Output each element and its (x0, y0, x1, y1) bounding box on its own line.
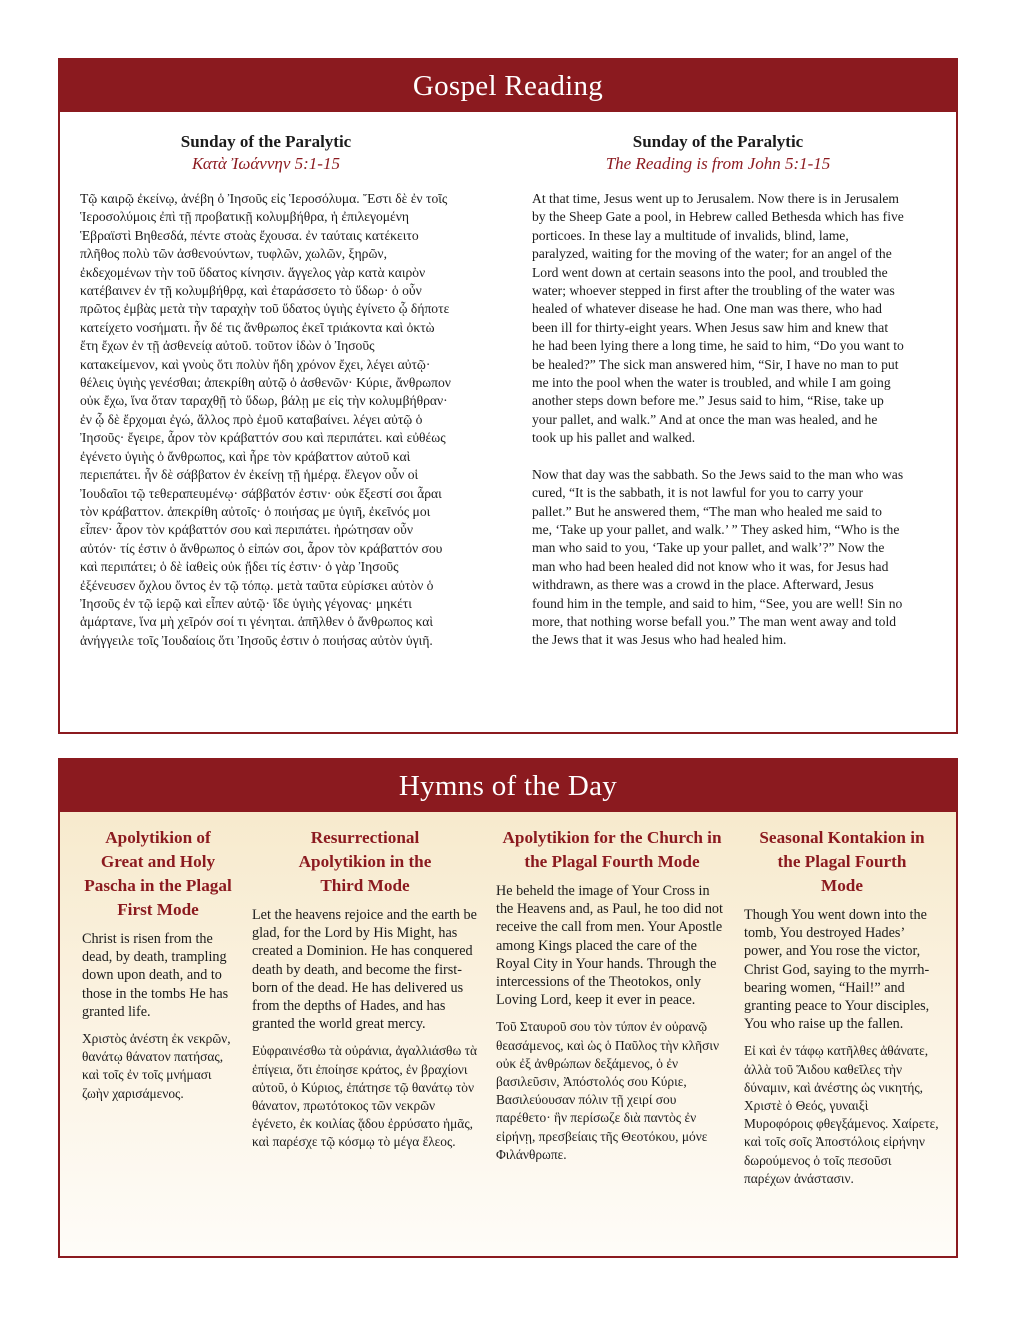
hymn-english-text: Let the heavens rejoice and the earth be glad, for the Lord by His Might, has created a Dominion. He has conquered death by death, and become the first-born of the dead. He has delivered us from the depths of Hades, and has granted the world great mercy. (252, 907, 477, 1033)
hymns-section (58, 758, 958, 1258)
hymn-title: Apolytikion for the Church in the Plagal Fourth Mode (502, 828, 722, 871)
hymn-column-pascha-apolytikion (82, 826, 234, 1112)
english-reading-text (532, 190, 904, 650)
english-reading-title: Sunday of the Paralytic (632, 132, 804, 151)
greek-reading-paragraph: Τῷ καιρῷ ἐκείνῳ, ἀνέβη ὁ Ἰησοῦς εἰς Ἱεροσόλυμα. Ἔστι δὲ ἐν τοῖς Ἱεροσολύμοις ἐπὶ τῇ προβατικῇ κολυμβήθρα, ἡ ἐπιλεγομένη Ἑβραϊστὶ Βηθεσδά, πέντε στοὰς ἔχουσα. ἐν ταύταις κατέκειτο πλῆθος πολὺ τῶν ἀσθενούντων, τυφλῶν, χωλῶν, ξηρῶν, ἐκδεχομένων τὴν τοῦ ὕδατος κίνησιν. ἄγγελος γὰρ κατὰ καιρὸν κατέβαινεν ἐν τῇ κολυμβήθρᾳ, καὶ ἐταράσσετο τὸ ὕδωρ· ὁ οὖν πρῶτος ἐμβὰς μετὰ τὴν ταραχὴν τοῦ ὕδατος ὑγιὴς ἐγίνετο ᾧ δήποτε κατείχετο νοσήματι. ἦν δέ τις ἄνθρωπος ἐκεῖ τριάκοντα καὶ ὀκτὼ ἔτη ἔχων ἐν τῇ ἀσθενείᾳ αὐτοῦ. τοῦτον ἰδὼν ὁ Ἰησοῦς κατακείμενον, καὶ γνοὺς ὅτι πολὺν ἤδη χρόνον ἔχει, λέγει αὐτῷ· θέλεις ὑγιὴς γενέσθαι; ἀπεκρίθη αὐτῷ ὁ ἀσθενῶν· Κύριε, ἄνθρωπον οὐκ ἔχω, ἵνα ὅταν ταραχθῇ τὸ ὕδωρ, βάλῃ με εἰς τὴν κολυμβήθραν· ἐν ᾧ δὲ ἔρχομαι ἐγώ, ἄλλος πρὸ ἐμοῦ καταβαίνει. λέγει αὐτῷ ὁ Ἰησοῦς· ἔγειρε, ἆρον τὸν κράβαττόν σου καὶ περιπάτει. καὶ εὐθέως ἐγένετο ὑγιὴς ὁ ἄνθρωπος, καὶ ἦρε τὸν κράβαττον αὐτοῦ καὶ περιεπάτει. ἦν δὲ σάββατον ἐν ἐκείνῃ τῇ ἡμέρᾳ. ἔλεγον οὖν οἱ Ἰουδαῖοι τῷ τεθεραπευμένῳ· σάββατόν ἐστιν· οὐκ ἔξεστί σοι ἆραι τὸν κράβαττον. ἀπεκρίθη αὐτοῖς· ὁ ποιήσας με ὑγιῆ, ἐκεῖνός μοι εἶπεν· ἆρον τὸν κράβαττόν σου καὶ περιπάτει. ἠρώτησαν οὖν αὐτόν· τίς ἐστιν ὁ ἄνθρωπος ὁ εἰπών σοι, ἆρον τὸν κράβαττόν σου καὶ περιπάτει; ὁ δὲ ἰαθεὶς οὐκ ᾔδει τίς ἐστιν· ὁ γὰρ Ἰησοῦς ἐξένευσεν ὄχλου ὄντος ἐν τῷ τόπῳ. μετὰ ταῦτα εὑρίσκει αὐτὸν ὁ Ἰησοῦς ἐν τῷ ἱερῷ καὶ εἶπεν αὐτῷ· ἴδε ὑγιὴς γέγονας· μηκέτι ἁμάρτανε, ἵνα μὴ χεῖρόν σοί τι γένηται. ἀπῆλθεν ὁ ἄνθρωπος καὶ ἀνήγγειλε τοῖς Ἰουδαίοις ὅτι Ἰησοῦς ἐστιν ὁ ποιήσας αὐτὸν ὑγιῆ. (80, 191, 451, 648)
hymn-title: Resurrectional Apolytikion in the Third Mode (298, 828, 432, 895)
hymn-greek-text: Εἰ καὶ ἐν τάφῳ κατῆλθες ἀθάνατε, ἀλλὰ τοῦ Ἅιδου καθεῖλες τὴν δύναμιν, καὶ ἀνέστης ὡς νικητής, Χριστὲ ὁ Θεός, γυναιξὶ Μυροφόροις φθεγξάμενος. Χαίρετε, καὶ τοῖς σοῖς Ἀποστόλοις εἰρήνην δωρούμενος ὁ τοῖς πεσοῦσι παρέχων ἀνάστασιν. (744, 1043, 939, 1186)
hymns-banner: Hymns of the Day (60, 760, 956, 812)
hymn-title: Apolytikion of Great and Holy Pascha in the Plagal First Mode (84, 828, 232, 919)
hymn-title: Seasonal Kontakion in the Plagal Fourth Mode (759, 828, 925, 895)
hymn-column-resurrectional-apolytikion (252, 826, 478, 1161)
english-reading-paragraph-2: Now that day was the sabbath. So the Jews said to the man who was cured, “It is the sabbath, it is not lawful for you to carry your pallet.” But he answered them, “The man who healed me said to me, ‘Take up your pallet, and walk.’ ” They asked him, “Who is the man who said to you, ‘Take up your pallet, and walk’?” Now the man who had been healed did not know who it was, for Jesus had withdrawn, as there was a crowd in the place. Afterward, Jesus found him in the temple, and said to him, “See, you are well! Sin no more, that nothing worse befall you.” The man went away and told the Jews that it was Jesus who had healed him. (532, 466, 904, 648)
hymn-english-text: Christ is risen from the dead, by death, trampling down upon death, and to those in the tombs He has granted life. (82, 931, 229, 1020)
greek-reading-reference: Κατὰ Ἰωάννην 5:1-15 (192, 154, 340, 173)
hymn-greek-text: Εὐφραινέσθω τὰ οὐράνια, ἀγαλλιάσθω τὰ ἐπίγεια, ὅτι ἐποίησε κράτος, ἐν βραχίονι αὐτοῦ, ὁ Κύριος, ἐπάτησε τῷ θανάτῳ τὸν θάνατον, πρωτότοκος τῶν νεκρῶν ἐγένετο, ἐκ κοιλίας ᾅδου ἐρρύσατο ἡμᾶς, καὶ παρέσχε τῷ κόσμῳ τὸ μέγα ἔλεος. (252, 1043, 478, 1150)
hymn-body (252, 906, 478, 1152)
hymn-greek-text: Τοῦ Σταυροῦ σου τὸν τύπον ἐν οὐρανῷ θεασάμενος, καὶ ὡς ὁ Παῦλος τὴν κλῆσιν οὐκ ἐξ ἀνθρώπων δεξάμενος, ὁ ἐν βασιλεῦσιν, Ἀπόστολός σου Κύριε, Βασιλεύουσαν πόλιν τῇ χειρί σου παρέθετο· ἣν περίσωζε διὰ παντὸς ἐν εἰρήνῃ, πρεσβείαις τῆς Θεοτόκου, μόνε Φιλάνθρωπε. (496, 1019, 719, 1162)
hymn-english-text: Though You went down into the tomb, You destroyed Hades’ power, and You rose the victor, Christ God, saying to the myrrh-bearing women, “Hail!” and granting peace to Your disciples, You who raise up the fallen. (744, 907, 930, 1033)
hymn-body (496, 882, 728, 1164)
hymn-body (82, 930, 234, 1103)
greek-reading-title: Sunday of the Paralytic (180, 132, 352, 151)
hymn-greek-text: Χριστὸς ἀνέστη ἐκ νεκρῶν, θανάτῳ θάνατον πατήσας, καὶ τοῖς ἐν τοῖς μνήμασι ζωὴν χαρισάμενος. (82, 1031, 231, 1101)
english-reading-paragraph-1: At that time, Jesus went up to Jerusalem. Now there is in Jerusalem by the Sheep Gate a pool, in Hebrew called Bethesda which has five porticoes. In these lay a multitude of invalids, blind, lame, paralyzed, waiting for the moving of the water; for an angel of the Lord went down at certain seasons into the pool, and troubled the water; whoever stepped in first after the troubling of the water was healed of whatever disease he had. One man was there, who had been ill for thirty-eight years. When Jesus saw him and knew that he had been lying there a long time, he said to him, “Do you want to be healed?” The sick man answered him, “Sir, I have no man to put me into the pool when the water is troubled, and while I am going another steps down before me.” Jesus said to him, “Rise, take up your pallet, and walk.” And at once the man was healed, and he took up his pallet and walked. (532, 191, 904, 446)
hymn-body (744, 906, 940, 1188)
gospel-banner: Gospel Reading (60, 60, 956, 112)
hymn-column-seasonal-kontakion (744, 826, 940, 1197)
english-reading-header (532, 132, 904, 174)
hymn-english-text: He beheld the image of Your Cross in the Heavens and, as Paul, he too did not receive the call from men. Your Apostle among Kings placed the care of the Royal City in Your hands. Through the intercessions of the Theotokos, only Loving Lord, keep it ever in peace. (496, 883, 723, 1009)
greek-reading-header (80, 132, 452, 174)
greek-reading-text (80, 190, 452, 650)
english-reading-column (532, 132, 904, 668)
hymn-column-church-apolytikion (496, 826, 728, 1173)
english-reading-reference: The Reading is from John 5:1-15 (605, 154, 831, 173)
gospel-reading-section (58, 58, 958, 734)
greek-reading-column (80, 132, 452, 668)
